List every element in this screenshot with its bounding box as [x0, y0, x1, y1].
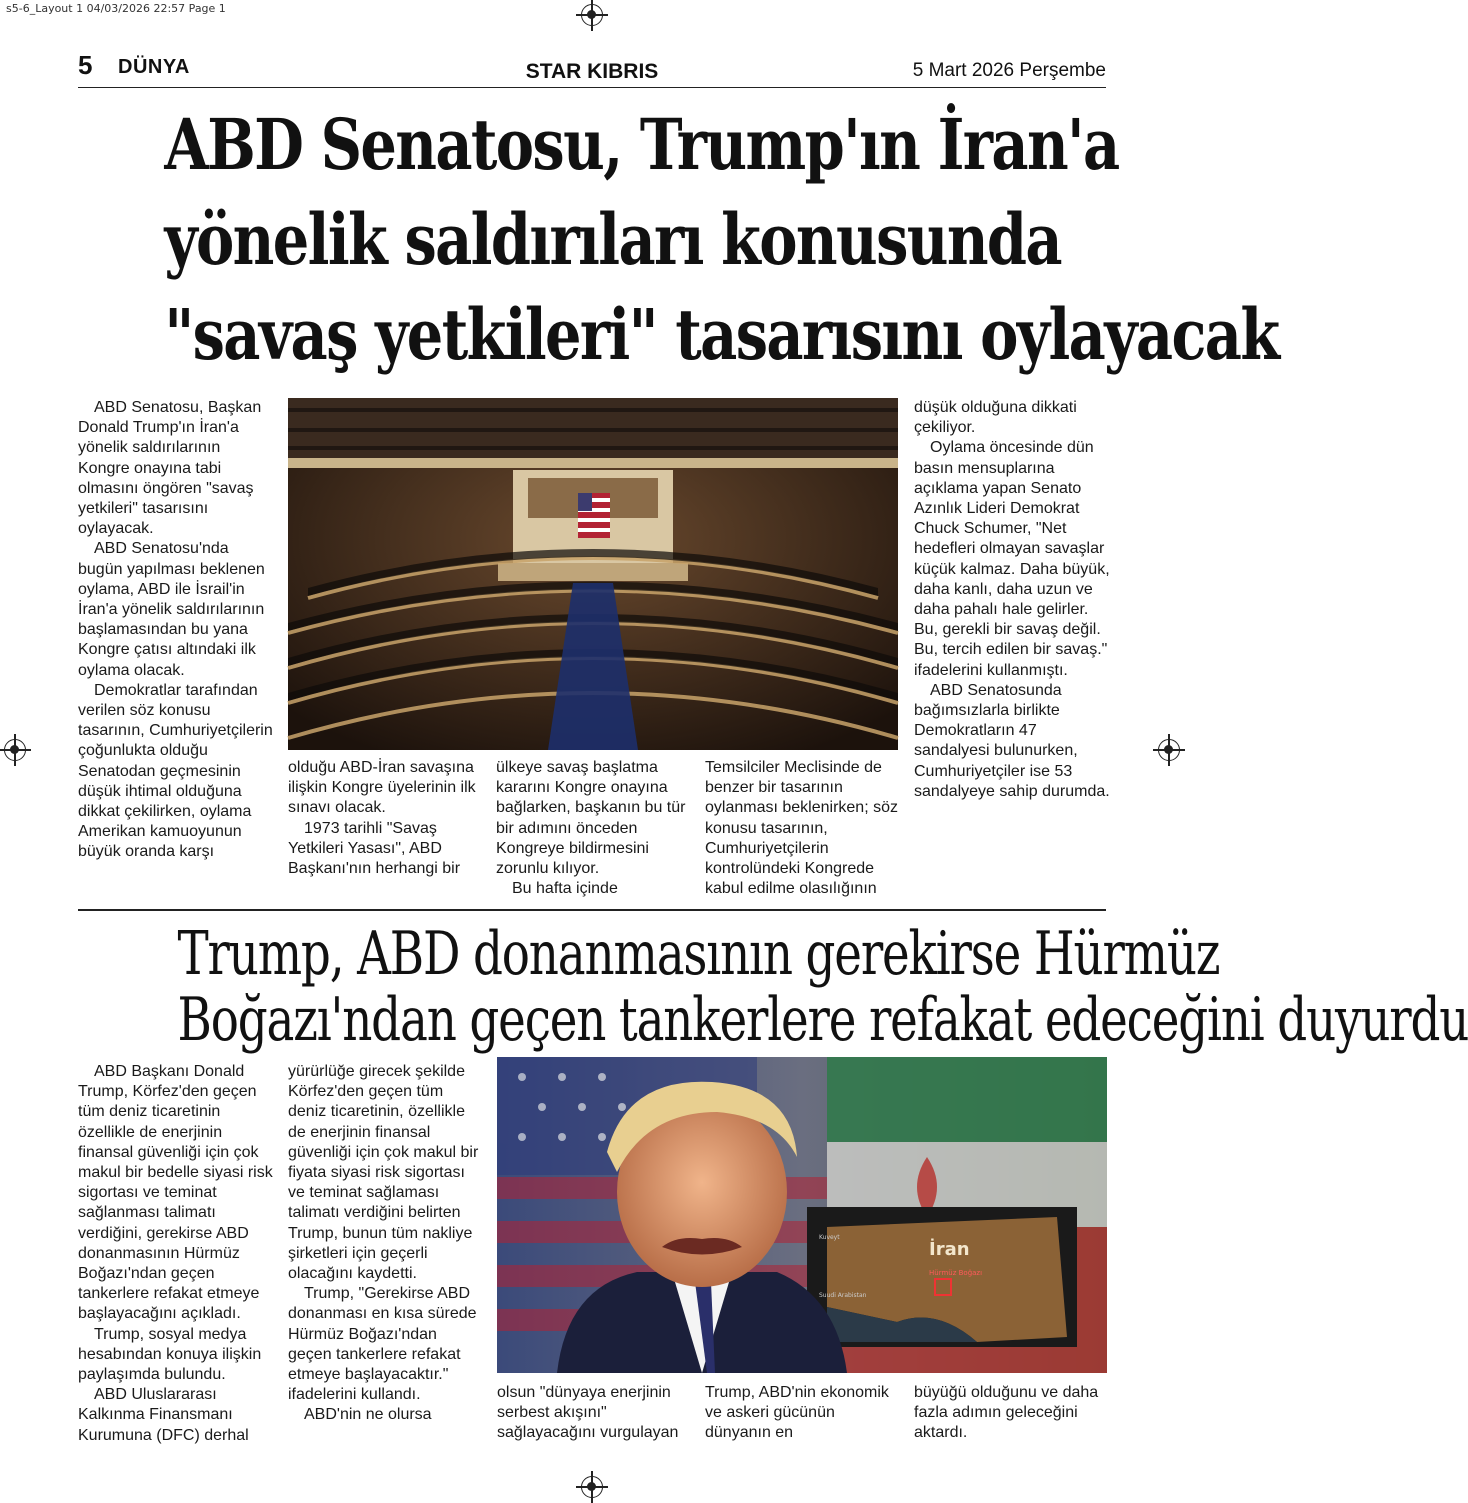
paragraph: düşük olduğuna dikkati çekiliyor.: [914, 399, 1077, 437]
paragraph: Bu hafta içinde: [512, 880, 618, 898]
story1-headline-line2: yönelik saldırıları konusunda: [164, 198, 1061, 281]
story-divider: [78, 909, 1106, 911]
paragraph: büyüğü olduğunu ve daha fazla adımın geleceğini aktardı.: [914, 1384, 1099, 1442]
registration-mark-icon: [581, 4, 603, 26]
paragraph: Demokratlar tarafından verilen söz konusu tasarının, Cumhuriyetçilerin çoğunlukta olduğu Senatodan geçmesinin düşük ihtimal olduğuna dikkat çekilirken, oylama Amerikan kamuoyunun büyük oranda karşı: [78, 681, 273, 861]
story1-column-2: [288, 758, 484, 879]
map-country-label: İran: [929, 1239, 970, 1260]
trump-iran-photo: [497, 1057, 1107, 1373]
story2-column-2: [288, 1062, 484, 1426]
registration-mark-icon: [1158, 739, 1180, 761]
story1-headline-line3: "savaş yetkileri" tasarısını oylayacak: [164, 293, 1279, 376]
newspaper-name: STAR KIBRIS: [525, 60, 659, 83]
story2-column-5: [914, 1383, 1110, 1444]
paragraph: ülkeye savaş başlatma kararını Kongre onayına bağlarken, başkanın bu tür bir adımını önceden Kongreye bildirmesini zorunlu kılıyor.: [496, 759, 686, 878]
header-rule: [78, 87, 1106, 88]
story1-column-3: [496, 758, 692, 899]
story1-column-4: [705, 758, 901, 899]
print-slug: s5-6_Layout 1 04/03/2026 22:57 Page 1: [6, 2, 226, 15]
map-strait-label: Hürmüz Boğazı: [929, 1269, 983, 1277]
paragraph: Temsilciler Meclisinde de benzer bir tasarının oylanması beklenirken; söz konusu tasarının, Cumhuriyetçilerin kontrolündeki Kongrede kabul edilme olasılığının: [705, 759, 898, 898]
section-name: DÜNYA: [118, 56, 190, 78]
senate-chamber-photo: [288, 398, 898, 750]
paragraph: olduğu ABD-İran savaşına ilişkin Kongre üyelerinin ilk sınavı olacak.: [288, 759, 476, 817]
story2-headline-line2: Boğazı'ndan geçen tankerlere refakat edeceğini duyurdu: [177, 985, 1468, 1055]
story1-headline-line1: ABD Senatosu, Trump'ın İran'a: [164, 103, 1119, 186]
map-label: Kuveyt: [819, 1234, 840, 1241]
paragraph: Trump, sosyal medya hesabından konuya ilişkin paylaşımda bulundu.: [78, 1325, 262, 1384]
map-label: Suudi Arabistan: [819, 1292, 867, 1299]
paragraph: ABD Başkanı Donald Trump, Körfez'den geçen tüm deniz ticaretinin özellikle de enerjinin finansal güvenliği için çok makul bir bedelle siyasi risk sigortası ve teminat sağlanması talimatı verdiğini, gerekirse ABD donanmasının Hürmüz Boğazı'ndan geçen tankerlere refakat etmeye başlayacağını açıkladı.: [78, 1063, 273, 1323]
paragraph: Trump, ABD'nin ekonomik ve askeri gücünün dünyanın en: [705, 1384, 889, 1442]
paragraph: yürürlüğe girecek şekilde Körfez'den geçen tüm deniz ticaretinin, özellikle de enerjinin finansal güvenliği için çok makul bir fiyata siyasi risk sigortası ve teminat sağlaması talimatı verdiğini belirten Trump, bunun tüm nakliye şirketleri için geçerli olacağını kaydetti.: [288, 1063, 479, 1283]
story2-headline-line1: Trump, ABD donanmasının gerekirse Hürmüz: [177, 919, 1220, 989]
paragraph: ABD'nin ne olursa: [304, 1406, 432, 1424]
page-number: 5: [78, 50, 93, 80]
paragraph: ABD Uluslararası Kalkınma Finansmanı Kurumuna (DFC) derhal: [78, 1386, 249, 1444]
paragraph: Oylama öncesinde dün basın mensuplarına açıklama yapan Senato Azınlık Lideri Demokrat Chuck Schumer, "Net hedefleri olmayan savaşlar küçük kalmaz. Daha büyük, daha kanlı, daha uzun ve daha pahalı hale gelirler. Bu, gerekli bir savaş değil. Bu, tercih edilen bir savaş." ifadelerini kullanmıştı.: [914, 439, 1110, 679]
paragraph: ABD Senatosu'nda bugün yapılması beklenen oylama, ABD ile İsrail'in İran'a yönelik saldırılarının başlamasından bu yana Kongre çatısı altındaki ilk oylama olacak.: [78, 540, 265, 679]
registration-mark-icon: [4, 739, 26, 761]
paragraph: olsun "dünyaya enerjinin serbest akışını" sağlayacağını vurgulayan: [497, 1384, 679, 1442]
story1-column-5: [914, 398, 1110, 802]
paragraph: ABD Senatosunda bağımsızlarla birlikte Demokratların 47 sandalyesi bulunurken, Cumhuriyetçiler ise 53 sandalyeye sahip durumda.: [914, 681, 1110, 800]
story2-column-1: [78, 1062, 274, 1446]
registration-mark-icon: [581, 1476, 603, 1498]
issue-date: 5 Mart 2026 Perşembe: [912, 60, 1106, 81]
paragraph: 1973 tarihli "Savaş Yetkileri Yasası", ABD Başkanı'nın herhangi bir: [288, 819, 461, 878]
paragraph: ABD Senatosu, Başkan Donald Trump'ın İran'a yönelik saldırılarının Kongre onayına tabi olmasını öngören "savaş yetkileri" tasarısını oylayacak.: [78, 399, 262, 538]
story2-column-4: [705, 1383, 901, 1444]
paragraph: Trump, "Gerekirse ABD donanması en kısa sürede Hürmüz Boğazı'ndan geçen tankerlere refakat etmeye başlayacaktır." ifadelerini kullandı.: [288, 1285, 477, 1404]
story1-column-1: [78, 398, 274, 863]
story2-column-3: [497, 1383, 693, 1444]
